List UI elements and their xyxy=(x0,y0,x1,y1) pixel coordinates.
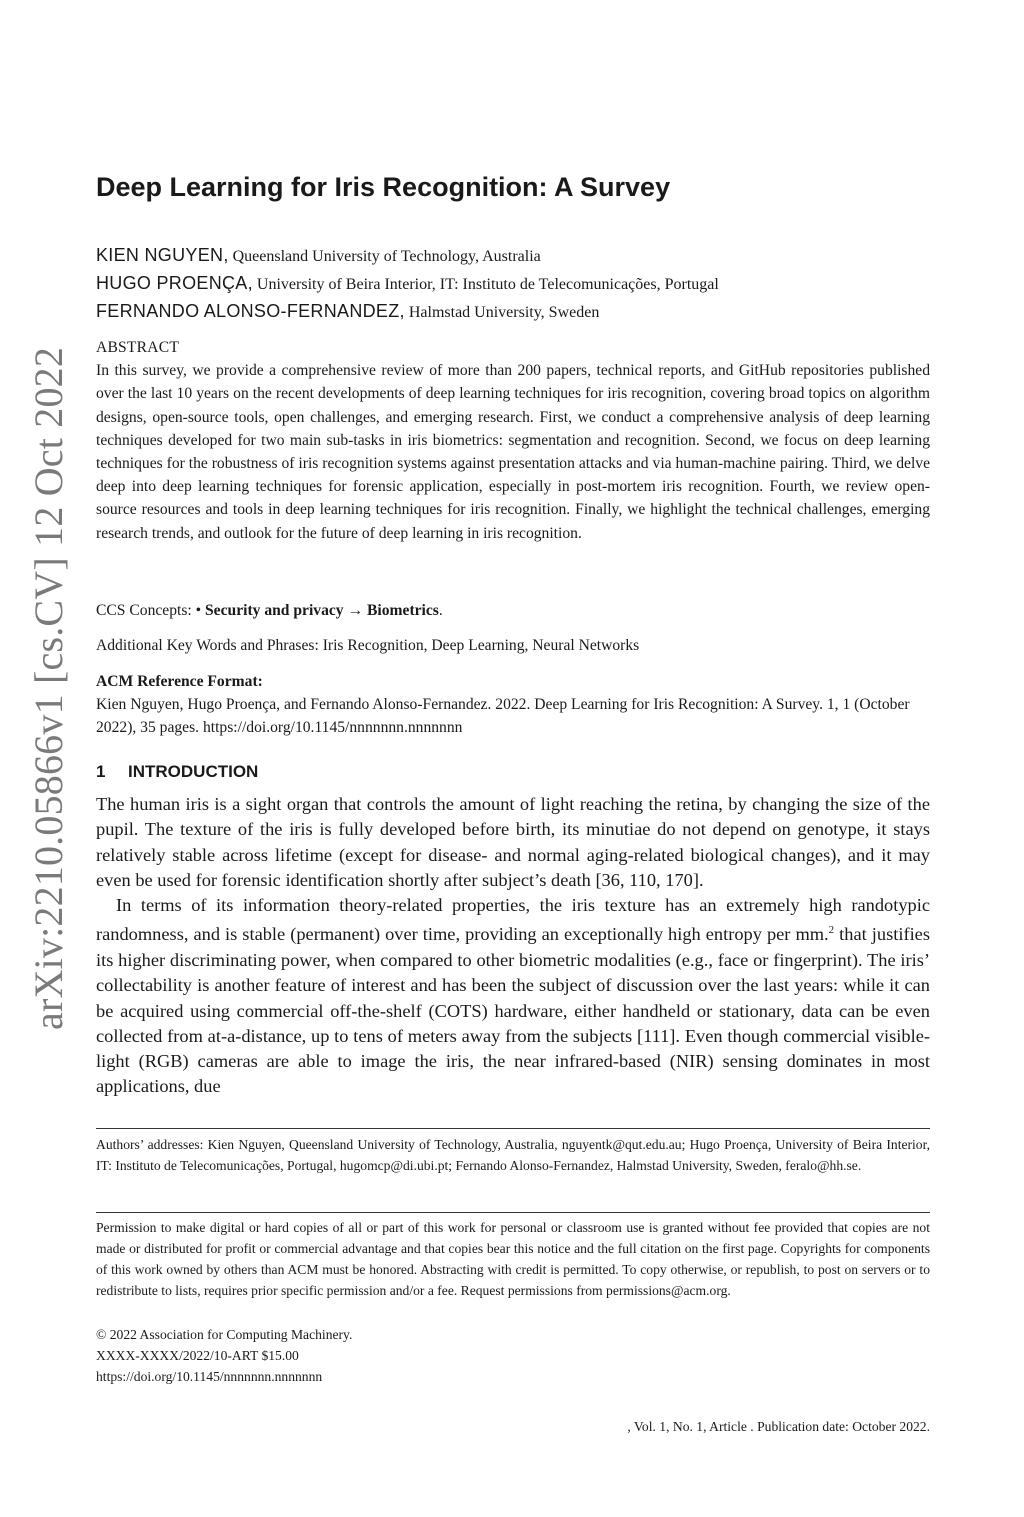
intro-p2-start: In terms of its information theory-related properties, the iris texture has an extremely high randotypic randomness, and is stable (permanent) over time, providing an exceptionally high entropy per mm. xyxy=(96,895,930,945)
ccs-bullet: • xyxy=(195,602,205,619)
author-line xyxy=(96,242,719,270)
ccs-arrow: → xyxy=(343,602,367,619)
issn-line: XXXX-XXXX/2022/10-ART $15.00 xyxy=(96,1348,299,1363)
intro-paragraph-1: The human iris is a sight organ that controls the amount of light reaching the retina, by changing the size of the pupil. The texture of the iris is fully developed before birth, its minutiae do not depend on genotype, it stays relatively stable across lifetime (except for disease- and normal aging-related biological changes), and it may even be used for forensic identification shortly after subject’s death [36, 110, 170]. xyxy=(96,794,930,890)
intro-paragraph-2 xyxy=(96,893,930,1100)
ccs-end: . xyxy=(438,602,443,619)
doi-line: https://doi.org/10.1145/nnnnnnn.nnnnnnn xyxy=(96,1369,323,1384)
page-footer: , Vol. 1, No. 1, Article . Publication date: October 2022. xyxy=(627,1419,930,1434)
abstract-text: In this survey, we provide a comprehensive review of more than 200 papers, technical reports, and GitHub repositories published over the last 10 years on the recent developments of deep learning techniques for iris recognition, covering broad topics on algorithm designs, open-source tools, open challenges, and emerging research. First, we conduct a comprehensive analysis of deep learning techniques developed for two main sub-tasks in iris biometrics: segmentation and recognition. Second, we focus on deep learning techniques for the robustness of iris recognition systems against presentation attacks and via human-machine pairing. Third, we delve deep into deep learning techniques for forensic application, especially in post-mortem iris recognition. Fourth, we review open-source resources and tools in deep learning techniques for iris recognition. Finally, we highlight the technical challenges, emerging research trends, and outlook for the future of deep learning in iris recognition. xyxy=(96,362,930,542)
introduction-body xyxy=(96,792,930,1100)
section-title: INTRODUCTION xyxy=(128,762,259,781)
author-affiliation: Queensland University of Technology, Australia xyxy=(228,248,541,265)
keywords: Additional Key Words and Phrases: Iris Recognition, Deep Learning, Neural Networks xyxy=(96,637,640,654)
permission-rule xyxy=(96,1212,930,1213)
abstract-heading: ABSTRACT xyxy=(96,339,180,356)
acm-reference-text: Kien Nguyen, Hugo Proença, and Fernando Alonso-Fernandez. 2022. Deep Learning for Iris Recognition: A Survey. 1, 1 (October 2022), 35 pages. https://doi.org/10.1145/nnnnnnn.nnnnnnn xyxy=(96,696,910,736)
author-affiliation: Halmstad University, Sweden xyxy=(404,304,600,321)
superscript: 2 xyxy=(828,924,835,937)
section-heading xyxy=(96,762,258,782)
author-line xyxy=(96,298,719,326)
author-affiliation: University of Beira Interior, IT: Instituto de Telecomunicações, Portugal xyxy=(252,276,719,293)
ccs-subconcept: Biometrics xyxy=(367,602,439,619)
author-list xyxy=(96,242,719,326)
author-line xyxy=(96,270,719,298)
acm-reference-heading: ACM Reference Format: xyxy=(96,673,263,690)
arxiv-watermark: arXiv:2210.05866v1 [cs.CV] 12 Oct 2022 xyxy=(26,346,71,1030)
ccs-label: CCS Concepts: xyxy=(96,602,196,619)
author-name: HUGO PROENÇA, xyxy=(96,273,253,293)
acm-reference xyxy=(96,670,930,739)
ccs-concept: Security and privacy xyxy=(205,602,344,619)
intro-p2-rest: that justifies its higher discriminating power, when compared to other biometric modalities (e.g., face or fingerprint). The iris’ collectability is another feature of interest and has been the subject of discussion over the last years: while it can be acquired using commercial off-the-shelf (COTS) hardware, either handheld or stationary, data can be even collected from at-a-distance, up to tens of meters away from the subjects [111]. Even though commercial visible-light (RGB) cameras are able to image the iris, the near infrared-based (NIR) sensing dominates in most applications, due xyxy=(96,924,930,1097)
abstract-block xyxy=(96,336,930,545)
author-addresses: Authors’ addresses: Kien Nguyen, Queensland University of Technology, Australia, nguyentk@qut.edu.au; Hugo Proença, University of Beira Interior, IT: Instituto de Telecomunicações, Portugal, hugomcp@di.ubi.pt; Fernando Alonso-Fernandez, Halmstad University, Sweden, feralo@hh.se. xyxy=(96,1137,930,1173)
paper-title: Deep Learning for Iris Recognition: A Survey xyxy=(96,172,671,202)
footnote-rule xyxy=(96,1128,930,1129)
author-name: KIEN NGUYEN, xyxy=(96,245,229,265)
permission-notice: Permission to make digital or hard copies of all or part of this work for personal or classroom use is granted without fee provided that copies are not made or distributed for profit or commercial advantage and that copies bear this notice and the full citation on the first page. Copyrights for components of this work owned by others than ACM must be honored. Abstracting with credit is permitted. To copy otherwise, or republish, to post on servers or to redistribute to lists, requires prior specific permission and/or a fee. Request permissions from permissions@acm.org. xyxy=(96,1220,930,1298)
copyright-line: © 2022 Association for Computing Machinery. xyxy=(96,1327,353,1342)
section-number: 1 xyxy=(96,762,106,781)
author-name: FERNANDO ALONSO-FERNANDEZ, xyxy=(96,301,405,321)
ccs-concepts xyxy=(96,600,930,622)
